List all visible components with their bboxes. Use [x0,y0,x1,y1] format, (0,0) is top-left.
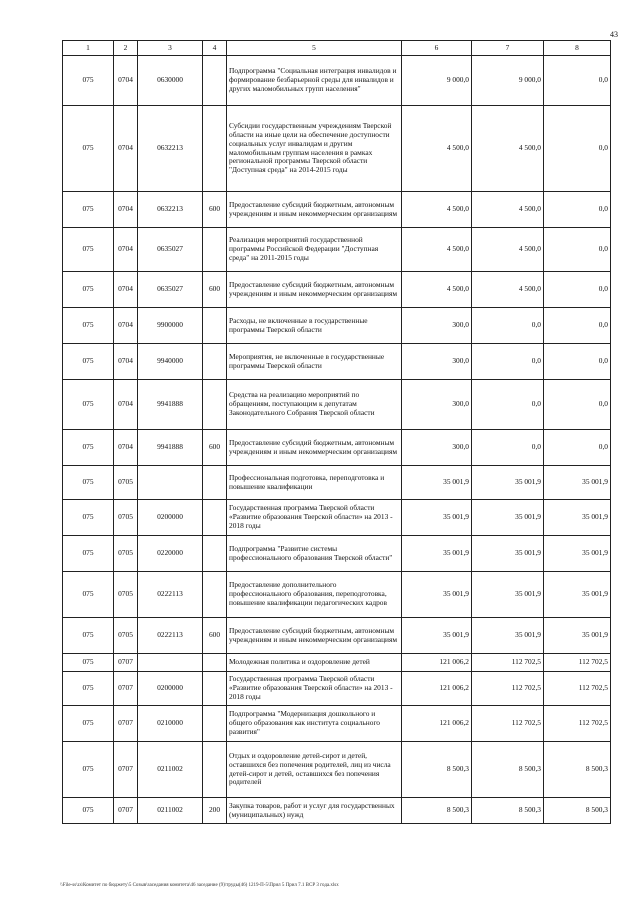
admin-code-cell: 075 [63,798,114,824]
amount-col7-cell: 8 500,3 [472,798,544,824]
expense-type-cell [203,536,227,572]
amount-col6-cell: 8 500,3 [402,742,472,798]
amount-col8-cell: 35 001,9 [544,466,611,500]
amount-col6-cell: 300,0 [402,308,472,344]
amount-col8-cell: 0,0 [544,228,611,272]
target-article-cell: 0220000 [138,536,203,572]
target-article-cell: 0630000 [138,56,203,106]
amount-col7-cell: 35 001,9 [472,536,544,572]
admin-code-cell: 075 [63,56,114,106]
column-header-6: 6 [402,41,472,56]
amount-col6-cell: 4 500,0 [402,106,472,192]
amount-col6-cell: 35 001,9 [402,466,472,500]
table-row [63,228,611,272]
admin-code-cell: 075 [63,500,114,536]
amount-col8-cell: 0,0 [544,56,611,106]
admin-code-cell: 075 [63,106,114,192]
expense-type-cell [203,572,227,618]
amount-col8-cell: 8 500,3 [544,798,611,824]
expense-type-cell [203,500,227,536]
section-code-cell: 0705 [114,572,138,618]
item-name-cell: Расходы, не включенные в государственные программы Тверской области [227,308,402,344]
section-code-cell: 0707 [114,672,138,706]
target-article-cell [138,654,203,672]
section-code-cell: 0704 [114,228,138,272]
amount-col8-cell: 35 001,9 [544,572,611,618]
amount-col8-cell: 35 001,9 [544,536,611,572]
admin-code-cell: 075 [63,466,114,500]
table-row [63,430,611,466]
table-row [63,192,611,228]
item-name-cell: Предоставление дополнительного профессионального образования, переподготовка, повышение квалификации педагогических кадров [227,572,402,618]
item-name-cell: Предоставление субсидий бюджетным, автономным учреждениям и иным некоммерческим организациям [227,430,402,466]
table-row [63,706,611,742]
amount-col7-cell: 0,0 [472,430,544,466]
admin-code-cell: 075 [63,572,114,618]
admin-code-cell: 075 [63,742,114,798]
amount-col6-cell: 300,0 [402,430,472,466]
table-row [63,500,611,536]
column-header-5: 5 [227,41,402,56]
amount-col6-cell: 121 006,2 [402,654,472,672]
table-row [63,654,611,672]
amount-col7-cell: 0,0 [472,308,544,344]
column-header-7: 7 [472,41,544,56]
amount-col7-cell: 35 001,9 [472,572,544,618]
admin-code-cell: 075 [63,654,114,672]
amount-col8-cell: 35 001,9 [544,618,611,654]
amount-col8-cell: 0,0 [544,192,611,228]
amount-col6-cell: 35 001,9 [402,500,472,536]
item-name-cell: Государственная программа Тверской области «Развитие образования Тверской области» на 2013 - 2018 годы [227,672,402,706]
section-code-cell: 0704 [114,272,138,308]
amount-col6-cell: 121 006,2 [402,672,472,706]
item-name-cell: Молодежная политика и оздоровление детей [227,654,402,672]
section-code-cell: 0705 [114,536,138,572]
amount-col8-cell: 0,0 [544,380,611,430]
target-article-cell: 0210000 [138,706,203,742]
amount-col7-cell: 0,0 [472,380,544,430]
admin-code-cell: 075 [63,344,114,380]
expense-type-cell [203,706,227,742]
column-header-1: 1 [63,41,114,56]
table-row [63,380,611,430]
expense-type-cell: 600 [203,192,227,228]
expense-type-cell [203,654,227,672]
target-article-cell: 0635027 [138,272,203,308]
amount-col7-cell: 35 001,9 [472,500,544,536]
target-article-cell: 0200000 [138,500,203,536]
amount-col6-cell: 8 500,3 [402,798,472,824]
expense-type-cell: 600 [203,430,227,466]
target-article-cell: 0211002 [138,742,203,798]
amount-col7-cell: 0,0 [472,344,544,380]
amount-col8-cell: 0,0 [544,106,611,192]
expense-type-cell [203,742,227,798]
table-row [63,344,611,380]
table-row [63,618,611,654]
table-row [63,742,611,798]
amount-col8-cell: 35 001,9 [544,500,611,536]
target-article-cell: 0632213 [138,192,203,228]
amount-col7-cell: 4 500,0 [472,228,544,272]
item-name-cell: Предоставление субсидий бюджетным, автономным учреждениям и иным некоммерческим организациям [227,272,402,308]
expense-type-cell [203,308,227,344]
admin-code-cell: 075 [63,380,114,430]
section-code-cell: 0705 [114,618,138,654]
target-article-cell: 0632213 [138,106,203,192]
table-row [63,308,611,344]
section-code-cell: 0704 [114,344,138,380]
admin-code-cell: 075 [63,706,114,742]
amount-col7-cell: 4 500,0 [472,192,544,228]
amount-col6-cell: 9 000,0 [402,56,472,106]
section-code-cell: 0707 [114,706,138,742]
section-code-cell: 0704 [114,430,138,466]
item-name-cell: Предоставление субсидий бюджетным, автономным учреждениям и иным некоммерческим организациям [227,192,402,228]
amount-col6-cell: 35 001,9 [402,618,472,654]
section-code-cell: 0704 [114,308,138,344]
target-article-cell: 0222113 [138,572,203,618]
table-row [63,798,611,824]
section-code-cell: 0704 [114,192,138,228]
admin-code-cell: 075 [63,272,114,308]
table-row [63,106,611,192]
admin-code-cell: 075 [63,672,114,706]
amount-col6-cell: 4 500,0 [402,192,472,228]
expense-type-cell: 600 [203,618,227,654]
amount-col6-cell: 121 006,2 [402,706,472,742]
section-code-cell: 0704 [114,380,138,430]
target-article-cell: 9900000 [138,308,203,344]
expense-type-cell [203,56,227,106]
admin-code-cell: 075 [63,618,114,654]
amount-col8-cell: 112 702,5 [544,654,611,672]
item-name-cell: Закупка товаров, работ и услуг для государственных (муниципальных) нужд [227,798,402,824]
item-name-cell: Подпрограмма "Развитие системы профессионального образования Тверской области" [227,536,402,572]
target-article-cell [138,466,203,500]
expense-type-cell [203,106,227,192]
table-row [63,536,611,572]
amount-col8-cell: 112 702,5 [544,706,611,742]
column-header-8: 8 [544,41,611,56]
item-name-cell: Отдых и оздоровление детей-сирот и детей, оставшихся без попечения родителей, лиц из числа детей-сирот и детей, оставшихся без попечения родителей [227,742,402,798]
amount-col8-cell: 0,0 [544,430,611,466]
amount-col6-cell: 300,0 [402,380,472,430]
amount-col6-cell: 35 001,9 [402,536,472,572]
header-row [63,41,611,56]
item-name-cell: Подпрограмма "Социальная интеграция инвалидов и формирование безбарьерной среды для инвалидов и других маломобильных групп населения" [227,56,402,106]
column-header-3: 3 [138,41,203,56]
item-name-cell: Мероприятия, не включенные в государственные программы Тверской области [227,344,402,380]
target-article-cell: 0200000 [138,672,203,706]
amount-col8-cell: 8 500,3 [544,742,611,798]
item-name-cell: Подпрограмма "Модернизация дошкольного и общего образования как института социального развития" [227,706,402,742]
amount-col6-cell: 35 001,9 [402,572,472,618]
table-row [63,672,611,706]
amount-col7-cell: 112 702,5 [472,654,544,672]
amount-col7-cell: 35 001,9 [472,466,544,500]
amount-col7-cell: 8 500,3 [472,742,544,798]
admin-code-cell: 075 [63,228,114,272]
target-article-cell: 0635027 [138,228,203,272]
amount-col8-cell: 112 702,5 [544,672,611,706]
amount-col7-cell: 9 000,0 [472,56,544,106]
amount-col7-cell: 4 500,0 [472,106,544,192]
table-row [63,572,611,618]
amount-col6-cell: 4 500,0 [402,272,472,308]
target-article-cell: 0222113 [138,618,203,654]
expense-type-cell: 600 [203,272,227,308]
target-article-cell: 9941888 [138,380,203,430]
amount-col8-cell: 0,0 [544,308,611,344]
amount-col7-cell: 112 702,5 [472,672,544,706]
item-name-cell: Государственная программа Тверской области «Развитие образования Тверской области» на 2013 - 2018 годы [227,500,402,536]
page-number: 43 [610,30,618,39]
expense-type-cell: 200 [203,798,227,824]
amount-col8-cell: 0,0 [544,272,611,308]
admin-code-cell: 075 [63,430,114,466]
column-header-4: 4 [203,41,227,56]
amount-col7-cell: 35 001,9 [472,618,544,654]
amount-col6-cell: 4 500,0 [402,228,472,272]
expense-type-cell [203,344,227,380]
section-code-cell: 0707 [114,742,138,798]
section-code-cell: 0704 [114,106,138,192]
table-row [63,272,611,308]
admin-code-cell: 075 [63,308,114,344]
item-name-cell: Субсидии государственным учреждениям Тверской области на иные цели на обеспечение доступности социальных услуг инвалидам и другим маломобильным группам населения в рамках региональной программы Тверской области "Доступная среда" на 2014-2015 годы [227,106,402,192]
item-name-cell: Средства на реализацию мероприятий по обращениям, поступающим к депутатам Законодательного Собрания Тверской области [227,380,402,430]
admin-code-cell: 075 [63,192,114,228]
section-code-cell: 0707 [114,654,138,672]
expense-type-cell [203,228,227,272]
section-code-cell: 0705 [114,500,138,536]
amount-col7-cell: 4 500,0 [472,272,544,308]
table-row [63,56,611,106]
target-article-cell: 9941888 [138,430,203,466]
budget-table [62,40,611,824]
section-code-cell: 0705 [114,466,138,500]
column-header-2: 2 [114,41,138,56]
file-path-footer: \\File-ss\zs\Комитет по бюджету\5 Созыв\заседания комитета\46 заседание (9)\труды(46) 1219-П-5\Прил 5 Прил 7.1 ВСР 3 года.xlsx [60,883,339,888]
admin-code-cell: 075 [63,536,114,572]
item-name-cell: Профессиональная подготовка, переподготовка и повышение квалификации [227,466,402,500]
item-name-cell: Реализация мероприятий государственной программы Российской Федерации "Доступная среда" на 2011-2015 годы [227,228,402,272]
amount-col7-cell: 112 702,5 [472,706,544,742]
section-code-cell: 0704 [114,56,138,106]
amount-col8-cell: 0,0 [544,344,611,380]
target-article-cell: 0211002 [138,798,203,824]
table-row [63,466,611,500]
section-code-cell: 0707 [114,798,138,824]
expense-type-cell [203,672,227,706]
target-article-cell: 9940000 [138,344,203,380]
amount-col6-cell: 300,0 [402,344,472,380]
item-name-cell: Предоставление субсидий бюджетным, автономным учреждениям и иным некоммерческим организациям [227,618,402,654]
expense-type-cell [203,466,227,500]
expense-type-cell [203,380,227,430]
